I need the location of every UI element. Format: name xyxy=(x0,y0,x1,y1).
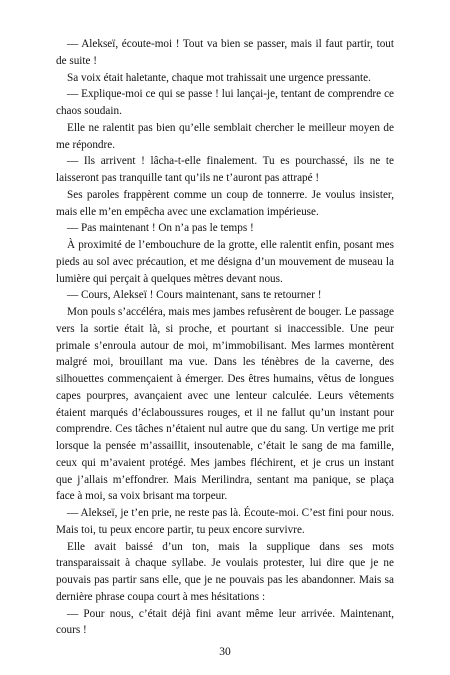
paragraph: — Alekseï, je t’en prie, ne reste pas là. Écoute-moi. C’est fini pour nous. Mais toi, tu peux encore partir, tu peux encore survivre. xyxy=(56,507,394,536)
paragraph: — Pas maintenant ! On n’a pas le temps ! xyxy=(67,222,254,235)
paragraph: Sa voix était haletante, chaque mot trahissait une urgence pressante. xyxy=(67,71,371,84)
page-number: 30 xyxy=(219,646,231,658)
paragraph: — Ils arrivent ! lâcha-t-elle finalement. Tu es pourchassé, ils ne te laisseront pas tranquille tant qu’ils ne t’auront pas attrapé ! xyxy=(56,155,394,184)
paragraph: — Cours, Alekseï ! Cours maintenant, sans te retourner ! xyxy=(67,289,322,302)
paragraph: Elle ne ralentit pas bien qu’elle semblait chercher le meilleur moyen de me répondre. xyxy=(56,121,394,151)
paragraph: — Pour nous, c’était déjà fini avant même leur arrivée. Maintenant, cours ! xyxy=(56,607,394,637)
paragraph: — Explique-moi ce qui se passe ! lui lançai-je, tentant de comprendre ce chaos soudain. xyxy=(56,88,394,117)
paragraph: Elle avait baissé d’un ton, mais la supplique dans ses mots transparaissait à chaque syllabe. Je voulais protester, lui dire que je ne pouvais pas partir sans elle, que je ne pouvais pas les abandonner. Mais sa dernière phrase coupa court à mes hésitations : xyxy=(56,540,394,603)
paragraph: Mon pouls s’accéléra, mais mes jambes refusèrent de bouger. Le passage vers la sortie était là, si proche, et pourtant si inaccessible. Une peur primale s’enroula autour de moi, m’immobilisant. Mes larmes montèrent malgré moi, brouillant ma vue. Dans les ténèbres de la caverne, des silhouettes commençaient à émerger. Des êtres humains, vêtus de longues capes pourpres, avançaient avec une lenteur calculée. Leurs vêtements étaient marqués d’éclaboussures rouges, et il ne fallut qu’un instant pour comprendre. Ces tâches n’étaient nul autre que du sang. Un vertige me prit lorsque la pensée m’assaillit, insoutenable, c’était le sang de ma famille, ceux qui m’avaient protégé. Mes jambes fléchirent, et je crus un instant que j’allais m’effondrer. Mais Merilindra, sentant ma panique, se plaça face à moi, sa voix brisant ma torpeur. xyxy=(56,306,394,503)
page-body xyxy=(56,36,394,639)
paragraph: — Alekseï, écoute-moi ! Tout va bien se passer, mais il faut partir, tout de suite ! xyxy=(56,38,394,67)
paragraph: Ses paroles frappèrent comme un coup de tonnerre. Je voulus insister, mais elle m’en empêcha avec une exclamation impérieuse. xyxy=(56,188,394,218)
paragraph: À proximité de l’embouchure de la grotte, elle ralentit enfin, posant mes pieds au sol avec précaution, et me désigna d’un mouvement de museau la lumière qui perçait à quelques mètres devant nous. xyxy=(56,239,394,285)
